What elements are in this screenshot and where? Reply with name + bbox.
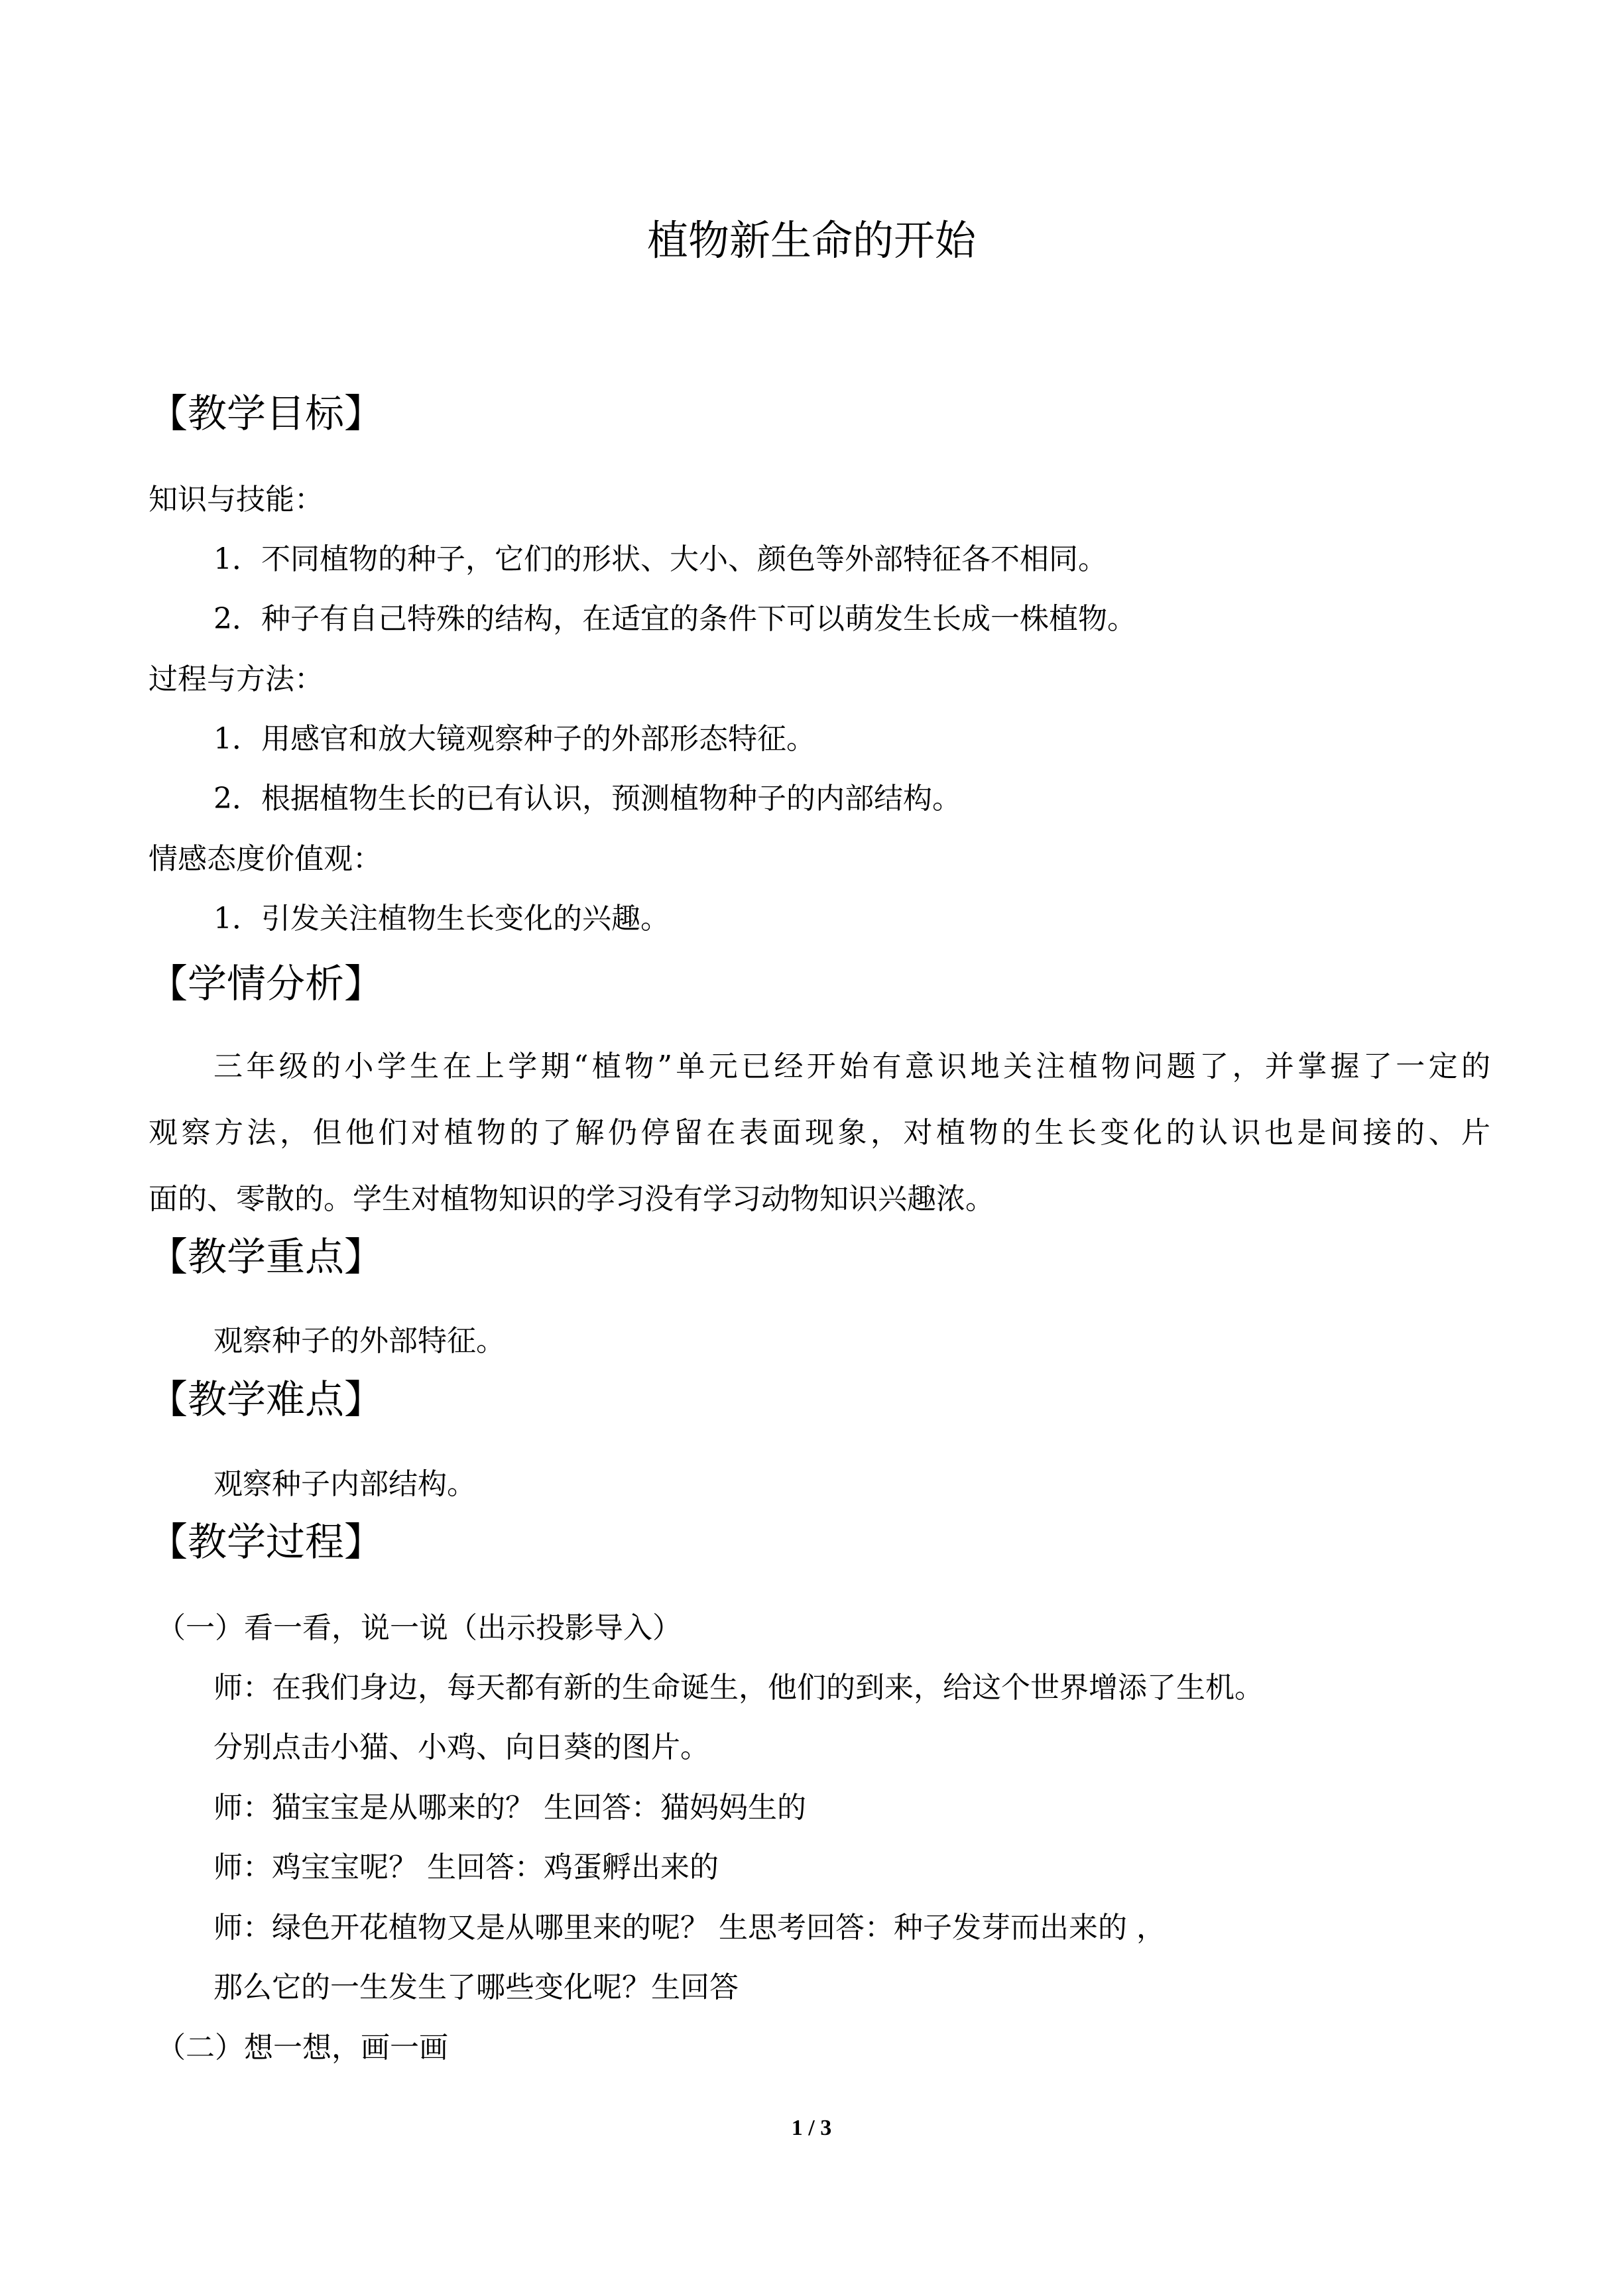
process-label: 过程与方法： (149, 662, 324, 696)
procedure-line: 分别点击小猫、小鸡、向日葵的图片。 (213, 1730, 709, 1764)
knowledge-label: 知识与技能： (149, 483, 324, 516)
attitude-label: 情感态度价值观： (149, 842, 382, 876)
section-heading-difficulty: 【教学难点】 (149, 1376, 384, 1422)
procedure-part2-label: （二）想一想，画一画 (156, 2031, 448, 2065)
procedure-line: 师：绿色开花植物又是从哪里来的呢？ 生思考回答：种子发芽而出来的 ， (213, 1911, 1166, 1945)
difficulty-text: 观察种子内部结构。 (213, 1467, 476, 1501)
analysis-line: 面的、零散的。学生对植物知识的学习没有学习动物知识兴趣浓。 (149, 1182, 994, 1216)
knowledge-item: 1．不同植物的种子，它们的形状、大小、颜色等外部特征各不相同。 (213, 542, 1107, 576)
process-item: 1．用感官和放大镜观察种子的外部形态特征。 (213, 722, 815, 756)
procedure-line: 师：在我们身边，每天都有新的生命诞生，他们的到来，给这个世界增添了生机。 (213, 1671, 1264, 1705)
analysis-line: 三年级的小学生在上学期“植物”单元已经开始有意识地关注植物问题了，并掌握了一定的 (213, 1050, 1490, 1083)
knowledge-item: 2．种子有自己特殊的结构，在适宜的条件下可以萌发生长成一株植物。 (213, 602, 1136, 636)
section-heading-analysis: 【学情分析】 (149, 961, 384, 1006)
procedure-line: 那么它的一生发生了哪些变化呢？生回答 (213, 1970, 739, 2004)
section-heading-procedure: 【教学过程】 (149, 1519, 384, 1565)
procedure-part1-label: （一）看一看，说一说（出示投影导入） (156, 1611, 682, 1645)
procedure-line: 师：猫宝宝是从哪来的？ 生回答：猫妈妈生的 (213, 1791, 806, 1825)
analysis-line: 观察方法，但他们对植物的了解仍停留在表面现象，对植物的生长变化的认识也是间接的、片 (149, 1116, 1490, 1150)
process-item: 2．根据植物生长的已有认识，预测植物种子的内部结构。 (213, 782, 961, 816)
section-heading-keypoint: 【教学重点】 (149, 1234, 384, 1280)
section-heading-objectives: 【教学目标】 (149, 391, 384, 436)
keypoint-text: 观察种子的外部特征。 (213, 1324, 505, 1358)
attitude-item: 1．引发关注植物生长变化的兴趣。 (213, 902, 670, 936)
page-number: 1 / 3 (791, 2116, 832, 2140)
document-title: 植物新生命的开始 (646, 216, 976, 265)
procedure-line: 师：鸡宝宝呢？ 生回答：鸡蛋孵出来的 (213, 1850, 719, 1884)
